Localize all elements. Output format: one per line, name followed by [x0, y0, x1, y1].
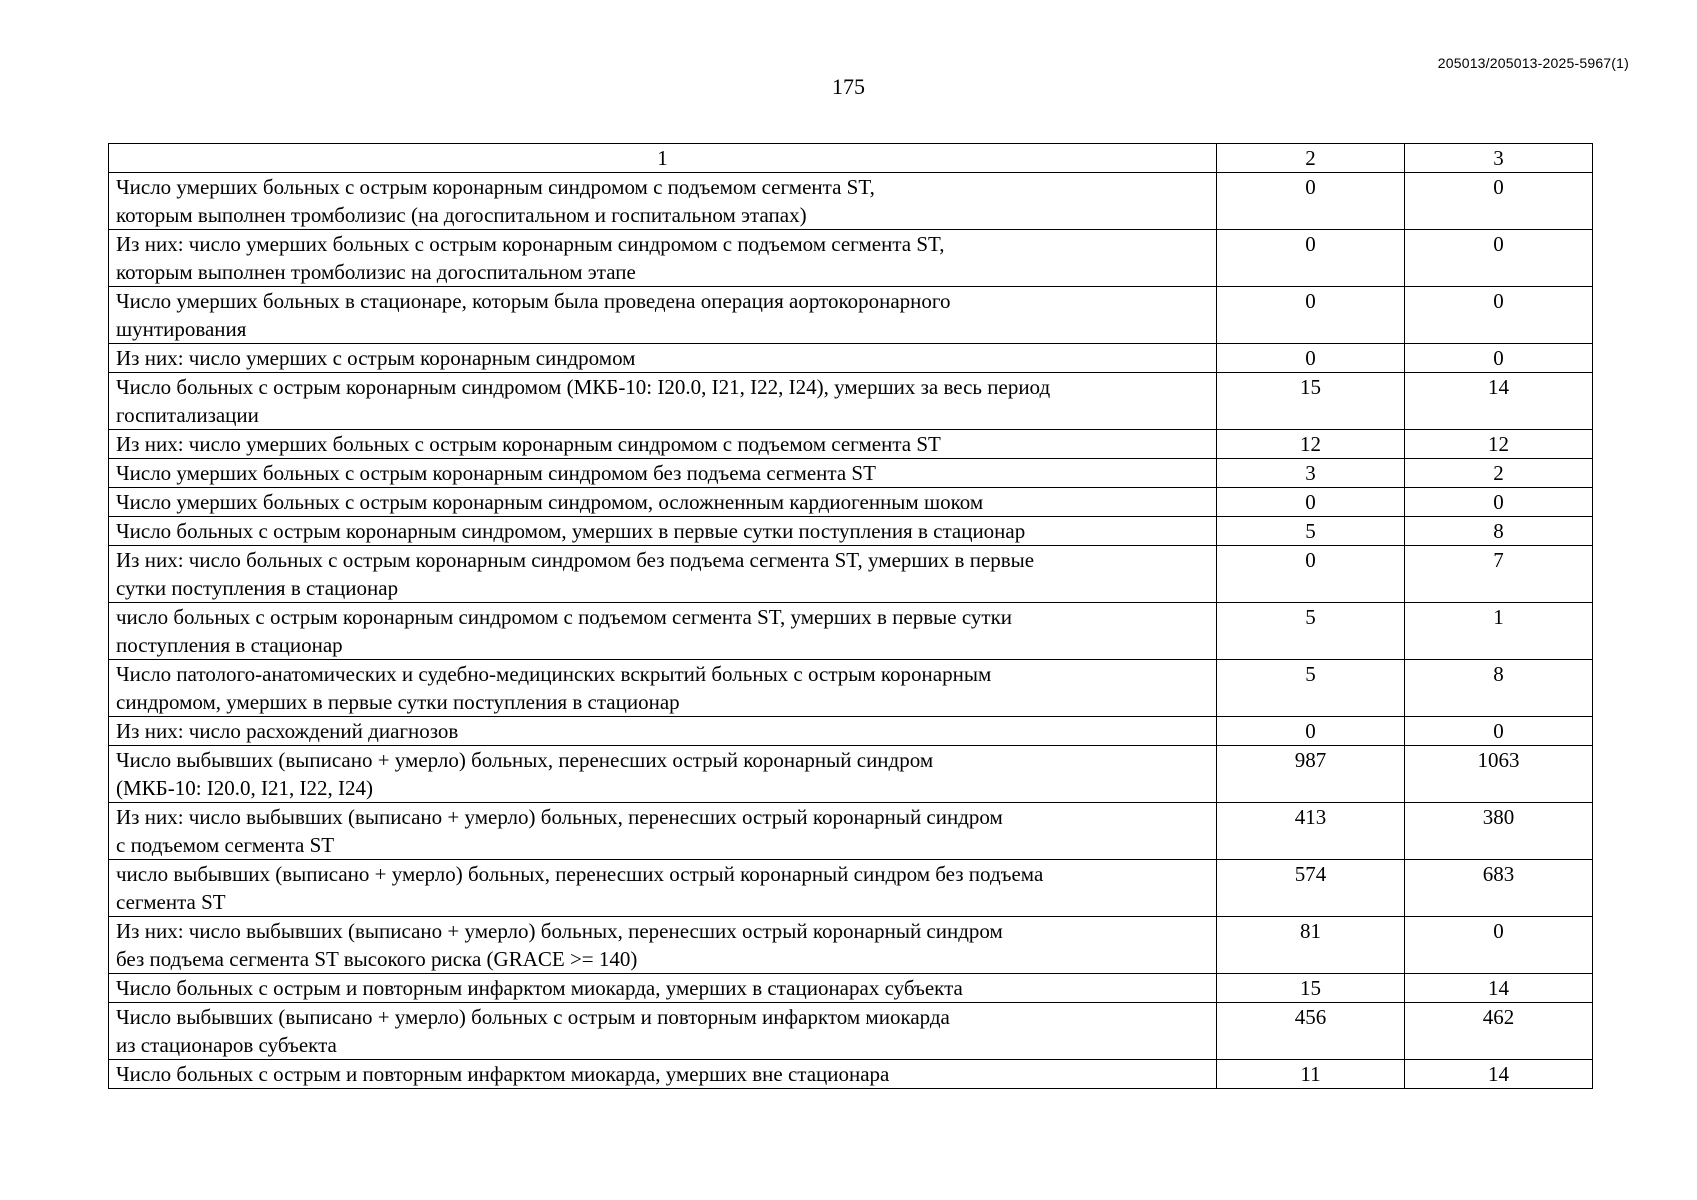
row-value-col2: 5 [1217, 517, 1405, 546]
row-value-col2: 12 [1217, 430, 1405, 459]
row-label: Из них: число выбывших (выписано + умерло) больных, перенесших острый коронарный синдром с подъемом сегмента ST [109, 803, 1217, 860]
row-value-col2: 5 [1217, 603, 1405, 660]
page-number: 175 [832, 74, 865, 99]
table-row [109, 517, 1593, 546]
row-value-col3: 0 [1405, 344, 1593, 373]
table-header-row [109, 144, 1593, 173]
table-row [109, 173, 1593, 230]
row-label: Из них: число умерших больных с острым коронарным синдромом с подъемом сегмента ST, которым выполнен тромболизис на догоспитальном этапе [109, 230, 1217, 287]
row-label: Число выбывших (выписано + умерло) больных с острым и повторным инфарктом миокарда из стационаров субъекта [109, 1003, 1217, 1060]
row-label: Число больных с острым коронарным синдромом (МКБ-10: I20.0, I21, I22, I24), умерших за весь период госпитализации [109, 373, 1217, 430]
row-value-col2: 81 [1217, 917, 1405, 974]
row-value-col3: 2 [1405, 459, 1593, 488]
table-row [109, 1060, 1593, 1089]
row-label: Число патолого-анатомических и судебно-медицинских вскрытий больных с острым коронарным синдромом, умерших в первые сутки поступления в стационар [109, 660, 1217, 717]
row-value-col3: 14 [1405, 1060, 1593, 1089]
table-row [109, 860, 1593, 917]
row-value-col2: 0 [1217, 344, 1405, 373]
row-value-col3: 0 [1405, 287, 1593, 344]
row-value-col3: 683 [1405, 860, 1593, 917]
row-value-col2: 15 [1217, 974, 1405, 1003]
row-value-col2: 987 [1217, 746, 1405, 803]
row-label: Из них: число расхождений диагнозов [109, 717, 1217, 746]
table-row [109, 344, 1593, 373]
row-value-col2: 0 [1217, 230, 1405, 287]
column-header-1: 1 [109, 144, 1217, 173]
row-label: Из них: число выбывших (выписано + умерло) больных, перенесших острый коронарный синдром без подъема сегмента ST высокого риска (GRACE >= 140) [109, 917, 1217, 974]
row-value-col3: 0 [1405, 488, 1593, 517]
table-body [109, 173, 1593, 1089]
row-label: Число больных с острым и повторным инфарктом миокарда, умерших вне стационара [109, 1060, 1217, 1089]
row-label: число больных с острым коронарным синдромом с подъемом сегмента ST, умерших в первые сутки поступления в стационар [109, 603, 1217, 660]
row-label: Число выбывших (выписано + умерло) больных, перенесших острый коронарный синдром (МКБ-10: I20.0, I21, I22, I24) [109, 746, 1217, 803]
table-row [109, 488, 1593, 517]
row-value-col3: 0 [1405, 173, 1593, 230]
table-row [109, 746, 1593, 803]
column-header-3: 3 [1405, 144, 1593, 173]
row-label: число выбывших (выписано + умерло) больных, перенесших острый коронарный синдром без подъема сегмента ST [109, 860, 1217, 917]
table-row [109, 373, 1593, 430]
row-value-col3: 8 [1405, 660, 1593, 717]
table-row [109, 717, 1593, 746]
row-label: Число умерших больных в стационаре, которым была проведена операция аортокоронарного шунтирования [109, 287, 1217, 344]
table-row [109, 974, 1593, 1003]
row-value-col3: 14 [1405, 974, 1593, 1003]
row-value-col3: 380 [1405, 803, 1593, 860]
row-value-col2: 0 [1217, 546, 1405, 603]
row-value-col2: 5 [1217, 660, 1405, 717]
row-value-col2: 11 [1217, 1060, 1405, 1089]
row-label: Число умерших больных с острым коронарным синдромом без подъема сегмента ST [109, 459, 1217, 488]
row-value-col2: 413 [1217, 803, 1405, 860]
row-value-col3: 1 [1405, 603, 1593, 660]
row-value-col3: 462 [1405, 1003, 1593, 1060]
column-header-2: 2 [1217, 144, 1405, 173]
table-row [109, 803, 1593, 860]
row-value-col2: 0 [1217, 173, 1405, 230]
row-label: Из них: число больных с острым коронарным синдромом без подъема сегмента ST, умерших в первые сутки поступления в стационар [109, 546, 1217, 603]
row-value-col2: 0 [1217, 717, 1405, 746]
table-row [109, 660, 1593, 717]
row-label: Число больных с острым коронарным синдромом, умерших в первые сутки поступления в стационар [109, 517, 1217, 546]
row-label: Число умерших больных с острым коронарным синдромом, осложненным кардиогенным шоком [109, 488, 1217, 517]
row-value-col3: 0 [1405, 230, 1593, 287]
table-row [109, 603, 1593, 660]
table-row [109, 546, 1593, 603]
row-value-col3: 8 [1405, 517, 1593, 546]
row-value-col2: 15 [1217, 373, 1405, 430]
row-label: Число умерших больных с острым коронарным синдромом с подъемом сегмента ST, которым выполнен тромболизис (на догоспитальном и госпитальном этапах) [109, 173, 1217, 230]
statistics-table-container [108, 143, 1592, 1089]
row-label: Из них: число умерших с острым коронарным синдромом [109, 344, 1217, 373]
document-id: 205013/205013-2025-5967(1) [1437, 55, 1629, 71]
table-row [109, 230, 1593, 287]
table-row [109, 287, 1593, 344]
row-value-col3: 7 [1405, 546, 1593, 603]
row-value-col2: 0 [1217, 287, 1405, 344]
row-value-col2: 0 [1217, 488, 1405, 517]
table-row [109, 1003, 1593, 1060]
row-value-col2: 456 [1217, 1003, 1405, 1060]
row-value-col3: 14 [1405, 373, 1593, 430]
row-value-col2: 574 [1217, 860, 1405, 917]
table-row [109, 917, 1593, 974]
row-value-col2: 3 [1217, 459, 1405, 488]
row-value-col3: 1063 [1405, 746, 1593, 803]
row-value-col3: 0 [1405, 917, 1593, 974]
row-label: Из них: число умерших больных с острым коронарным синдромом с подъемом сегмента ST [109, 430, 1217, 459]
row-label: Число больных с острым и повторным инфарктом миокарда, умерших в стационарах субъекта [109, 974, 1217, 1003]
table-row [109, 430, 1593, 459]
table-row [109, 459, 1593, 488]
row-value-col3: 0 [1405, 717, 1593, 746]
row-value-col3: 12 [1405, 430, 1593, 459]
statistics-table [108, 143, 1593, 1089]
